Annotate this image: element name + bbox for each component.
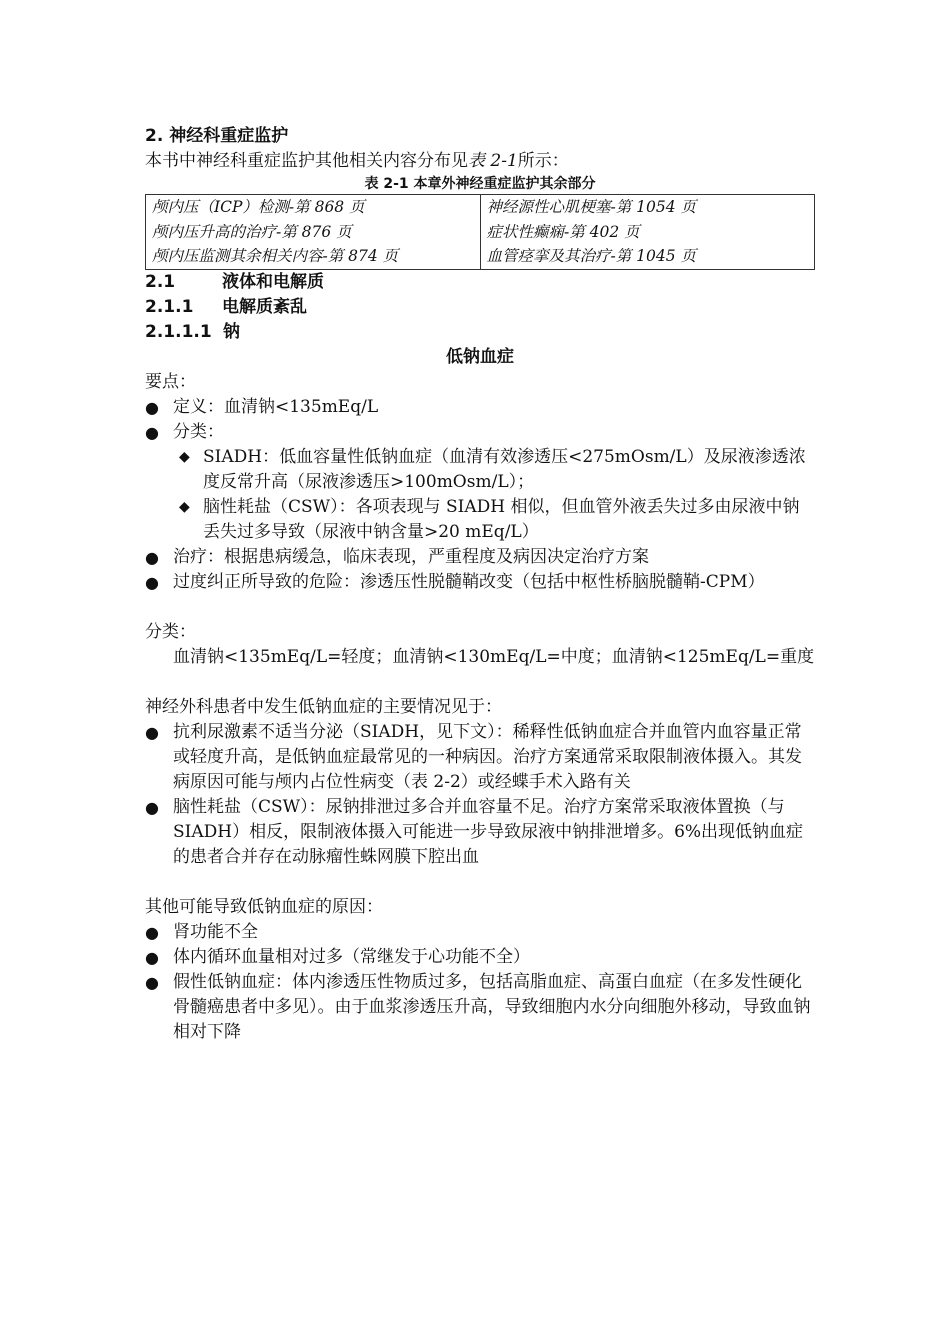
section-heading-2-1 [145, 270, 815, 295]
section-heading-2-1-1-1 [145, 320, 815, 345]
table-row [146, 220, 815, 245]
intro-paragraph [145, 149, 815, 174]
table-cell: 神经源性心肌梗塞-第 1054 页 [480, 195, 815, 220]
classification-label: 分类： [145, 621, 196, 642]
section-title: 钠 [223, 321, 240, 342]
bullet-icon: ● [145, 722, 159, 742]
table-cell: 颅内压（ICP）检测-第 868 页 [146, 195, 481, 220]
intro-prefix: 本书中神经科重症监护其他相关内容分布见 [145, 151, 468, 171]
bullet-icon: ● [145, 572, 159, 592]
bullet-icon: ● [145, 972, 159, 992]
list-item: ● 抗利尿激素不适当分泌（SIADH，见下文）：稀释性低钠血症合并血管内血容量正常或轻度升高，是低钠血症最常见的一种病因。治疗方案通常采取限制液体摄入。其发病原因可能与颅内占位性病变（表 2-2）或经蝶手术入路有关 [145, 721, 802, 792]
bullet-icon: ● [145, 922, 159, 942]
list-item: ● 分类： [145, 420, 815, 445]
page-content [145, 124, 815, 1045]
neuro-intro: 神经外科患者中发生低钠血症的主要情况见于： [145, 696, 502, 717]
section-number: 2.1.1 [145, 296, 194, 317]
bullet-icon: ● [145, 547, 159, 567]
bullet-icon: ● [145, 797, 159, 817]
key-points-label: 要点： [145, 371, 196, 392]
table-cell: 颅内压升高的治疗-第 876 页 [146, 220, 481, 245]
other-intro: 其他可能导致低钠血症的原因： [145, 896, 383, 917]
list-item: ● 过度纠正所导致的危险：渗透压性脱髓鞘改变（包括中枢性桥脑脱髓鞘-CPM） [145, 570, 815, 595]
section-heading-2-1-1 [145, 295, 815, 320]
bullet-icon: ● [145, 422, 159, 442]
list-item: ● 体内循环血量相对过多（常继发于心功能不全） [145, 945, 815, 970]
intro-suffix: 所示： [517, 151, 569, 171]
section-title: 电解质紊乱 [222, 296, 307, 317]
sub-list-item: ◆ SIADH：低血容量性低钠血症（血清有效渗透压<275mOsm/L）及尿液渗透浓度反常升高（尿液渗透压>100mOsm/L）； [179, 446, 806, 492]
bullet-icon: ● [145, 397, 159, 417]
classification-text: 血清钠<135mEq/L=轻度；血清钠<130mEq/L=中度；血清钠<125mEq/L=重度 [173, 646, 815, 667]
list-item: ● 肾功能不全 [145, 920, 815, 945]
list-item: ● 脑性耗盐（CSW）：尿钠排泄过多合并血容量不足。治疗方案常采取液体置换（与 SIADH）相反，限制液体摄入可能进一步导致尿液中钠排泄增多。6%出现低钠血症的患者合并存在动脉瘤性蛛网膜下腔出血 [145, 796, 804, 867]
chapter-heading: 2. 神经科重症监护 [145, 126, 289, 146]
diamond-bullet-icon: ◆ [179, 498, 190, 515]
list-item: ● 治疗：根据患病缓急，临床表现，严重程度及病因决定治疗方案 [145, 545, 815, 570]
table-reference: 表 2-1 [468, 151, 518, 171]
list-item: ● 定义：血清钠<135mEq/L [145, 395, 815, 420]
diamond-bullet-icon: ◆ [179, 448, 190, 465]
table-caption: 表 2-1 本章外神经重症监护其余部分 [364, 176, 596, 192]
section-number: 2.1.1.1 [145, 321, 212, 342]
topic-title: 低钠血症 [446, 346, 514, 367]
table-row [146, 244, 815, 269]
table-row [146, 195, 815, 220]
section-number: 2.1 [145, 271, 176, 292]
section-title: 液体和电解质 [222, 271, 324, 292]
list-item: ● 假性低钠血症：体内渗透压性物质过多，包括高脂血症、高蛋白血症（在多发性硬化骨髓癌患者中多见）。由于血浆渗透压升高，导致细胞内水分向细胞外移动，导致血钠相对下降 [145, 971, 811, 1042]
table-cell: 症状性癫痫-第 402 页 [480, 220, 815, 245]
sub-list-item: ◆ 脑性耗盐（CSW）：各项表现与 SIADH 相似，但血管外液丢失过多由尿液中钠丢失过多导致（尿液中钠含量>20 mEq/L） [179, 496, 800, 542]
table-cell: 颅内压监测其余相关内容-第 874 页 [146, 244, 481, 269]
table-cell: 血管痉挛及其治疗-第 1045 页 [480, 244, 815, 269]
bullet-icon: ● [145, 947, 159, 967]
reference-table [145, 194, 815, 270]
